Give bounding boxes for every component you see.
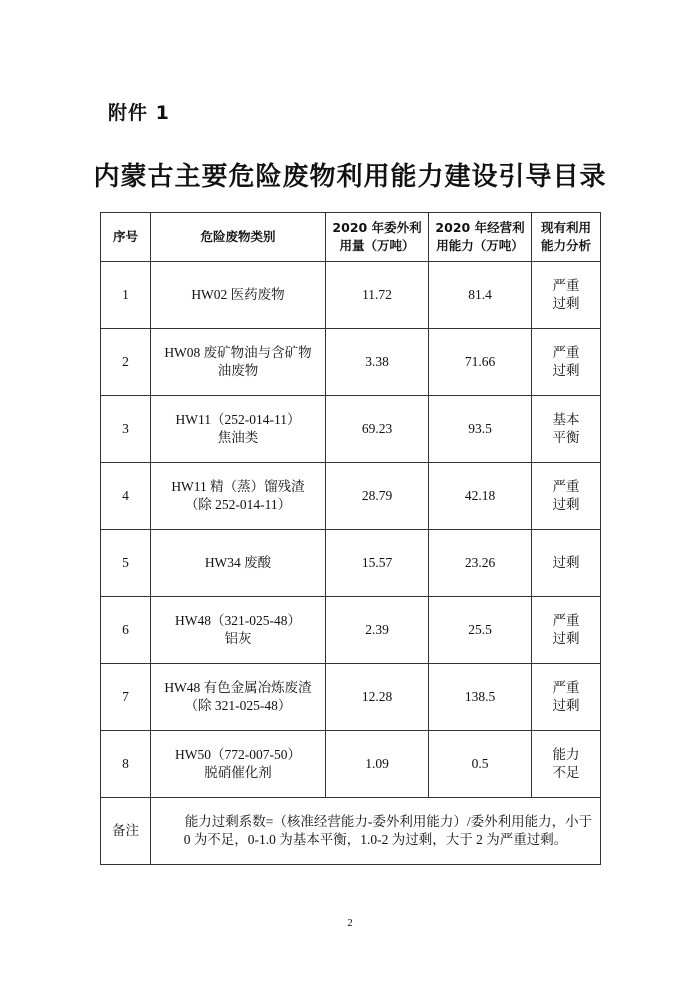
table-row bbox=[101, 262, 601, 329]
cell-seq: 2 bbox=[101, 329, 151, 396]
table-row bbox=[101, 530, 601, 597]
cell-category bbox=[151, 731, 326, 798]
document-title: 内蒙古主要危险废物利用能力建设引导目录 bbox=[93, 162, 607, 192]
table-row bbox=[101, 731, 601, 798]
cell-seq: 7 bbox=[101, 664, 151, 731]
category-line-1: HW11 精（蒸）馏残渣 bbox=[171, 479, 305, 494]
analysis-line-2: 过剩 bbox=[552, 497, 580, 512]
cell-analysis bbox=[532, 664, 601, 731]
cell-seq: 8 bbox=[101, 731, 151, 798]
analysis-line-2: 过剩 bbox=[552, 296, 580, 311]
analysis-line-2: 过剩 bbox=[552, 363, 580, 378]
analysis-line-1: 能力 bbox=[552, 747, 580, 762]
header-outsourced: 2020 年委外利 用量（万吨） bbox=[326, 213, 429, 262]
cell-category bbox=[151, 262, 326, 329]
analysis-line-1: 过剩 bbox=[552, 555, 580, 570]
category-line-2: 油废物 bbox=[217, 363, 259, 378]
note-row bbox=[101, 798, 601, 865]
cell-seq: 1 bbox=[101, 262, 151, 329]
header-category: 危险废物类别 bbox=[151, 213, 326, 262]
cell-outsourced: 3.38 bbox=[326, 329, 429, 396]
header-seq: 序号 bbox=[101, 213, 151, 262]
cell-outsourced: 69.23 bbox=[326, 396, 429, 463]
cell-outsourced: 1.09 bbox=[326, 731, 429, 798]
cell-category bbox=[151, 530, 326, 597]
header-capacity: 2020 年经营利 用能力（万吨） bbox=[429, 213, 532, 262]
category-line-2: 焦油类 bbox=[217, 430, 259, 445]
cell-capacity: 25.5 bbox=[429, 597, 532, 664]
cell-capacity: 81.4 bbox=[429, 262, 532, 329]
cell-category bbox=[151, 463, 326, 530]
cell-analysis bbox=[532, 329, 601, 396]
analysis-line-2: 过剩 bbox=[552, 698, 580, 713]
cell-outsourced: 2.39 bbox=[326, 597, 429, 664]
table-row bbox=[101, 396, 601, 463]
header-analysis: 现有利用 能力分析 bbox=[532, 213, 601, 262]
page-number: 2 bbox=[347, 917, 353, 929]
cell-analysis bbox=[532, 731, 601, 798]
cell-capacity: 71.66 bbox=[429, 329, 532, 396]
category-line-1: HW48 有色金属冶炼废渣 bbox=[164, 680, 312, 695]
cell-seq: 5 bbox=[101, 530, 151, 597]
category-line-1: HW50（772-007-50） bbox=[175, 747, 301, 762]
analysis-line-1: 严重 bbox=[552, 278, 580, 293]
cell-outsourced: 12.28 bbox=[326, 664, 429, 731]
analysis-line-1: 严重 bbox=[552, 479, 580, 494]
analysis-line-1: 基本 bbox=[552, 412, 580, 427]
cell-capacity: 93.5 bbox=[429, 396, 532, 463]
cell-category bbox=[151, 329, 326, 396]
cell-category bbox=[151, 664, 326, 731]
cell-analysis bbox=[532, 396, 601, 463]
analysis-line-2: 不足 bbox=[552, 765, 580, 780]
cell-outsourced: 15.57 bbox=[326, 530, 429, 597]
cell-seq: 6 bbox=[101, 597, 151, 664]
cell-capacity: 23.26 bbox=[429, 530, 532, 597]
analysis-line-2: 平衡 bbox=[552, 430, 580, 445]
cell-analysis bbox=[532, 597, 601, 664]
cell-analysis bbox=[532, 530, 601, 597]
table-row bbox=[101, 597, 601, 664]
category-line-1: HW08 废矿物油与含矿物 bbox=[164, 345, 312, 360]
category-line-2: （除 252-014-11） bbox=[184, 497, 292, 512]
cell-capacity: 0.5 bbox=[429, 731, 532, 798]
attachment-label: 附件 1 bbox=[108, 102, 170, 124]
analysis-line-1: 严重 bbox=[552, 680, 580, 695]
category-line-1: HW34 废酸 bbox=[204, 555, 272, 570]
table-row bbox=[101, 329, 601, 396]
category-line-1: HW02 医药废物 bbox=[191, 287, 285, 302]
cell-outsourced: 11.72 bbox=[326, 262, 429, 329]
analysis-line-2: 过剩 bbox=[552, 631, 580, 646]
cell-seq: 4 bbox=[101, 463, 151, 530]
capacity-table bbox=[100, 212, 601, 865]
table-row bbox=[101, 463, 601, 530]
cell-category bbox=[151, 396, 326, 463]
cell-category bbox=[151, 597, 326, 664]
category-line-1: HW11（252-014-11） bbox=[175, 412, 301, 427]
analysis-line-1: 严重 bbox=[552, 613, 580, 628]
cell-seq: 3 bbox=[101, 396, 151, 463]
note-text: 能力过剩系数=（核准经营能力-委外利用能力）/委外利用能力，小于 0 为不足，0-1.0 为基本平衡，1.0-2 为过剩，大于 2 为严重过剩。 bbox=[151, 798, 601, 865]
note-label: 备注 bbox=[101, 798, 151, 865]
cell-capacity: 42.18 bbox=[429, 463, 532, 530]
cell-outsourced: 28.79 bbox=[326, 463, 429, 530]
table-header-row bbox=[101, 213, 601, 262]
analysis-line-1: 严重 bbox=[552, 345, 580, 360]
category-line-1: HW48（321-025-48） bbox=[175, 613, 301, 628]
cell-capacity: 138.5 bbox=[429, 664, 532, 731]
cell-analysis bbox=[532, 262, 601, 329]
category-line-2: 铝灰 bbox=[224, 631, 252, 646]
category-line-2: （除 321-025-48） bbox=[184, 698, 292, 713]
table-row bbox=[101, 664, 601, 731]
cell-analysis bbox=[532, 463, 601, 530]
category-line-2: 脱硝催化剂 bbox=[204, 765, 272, 780]
